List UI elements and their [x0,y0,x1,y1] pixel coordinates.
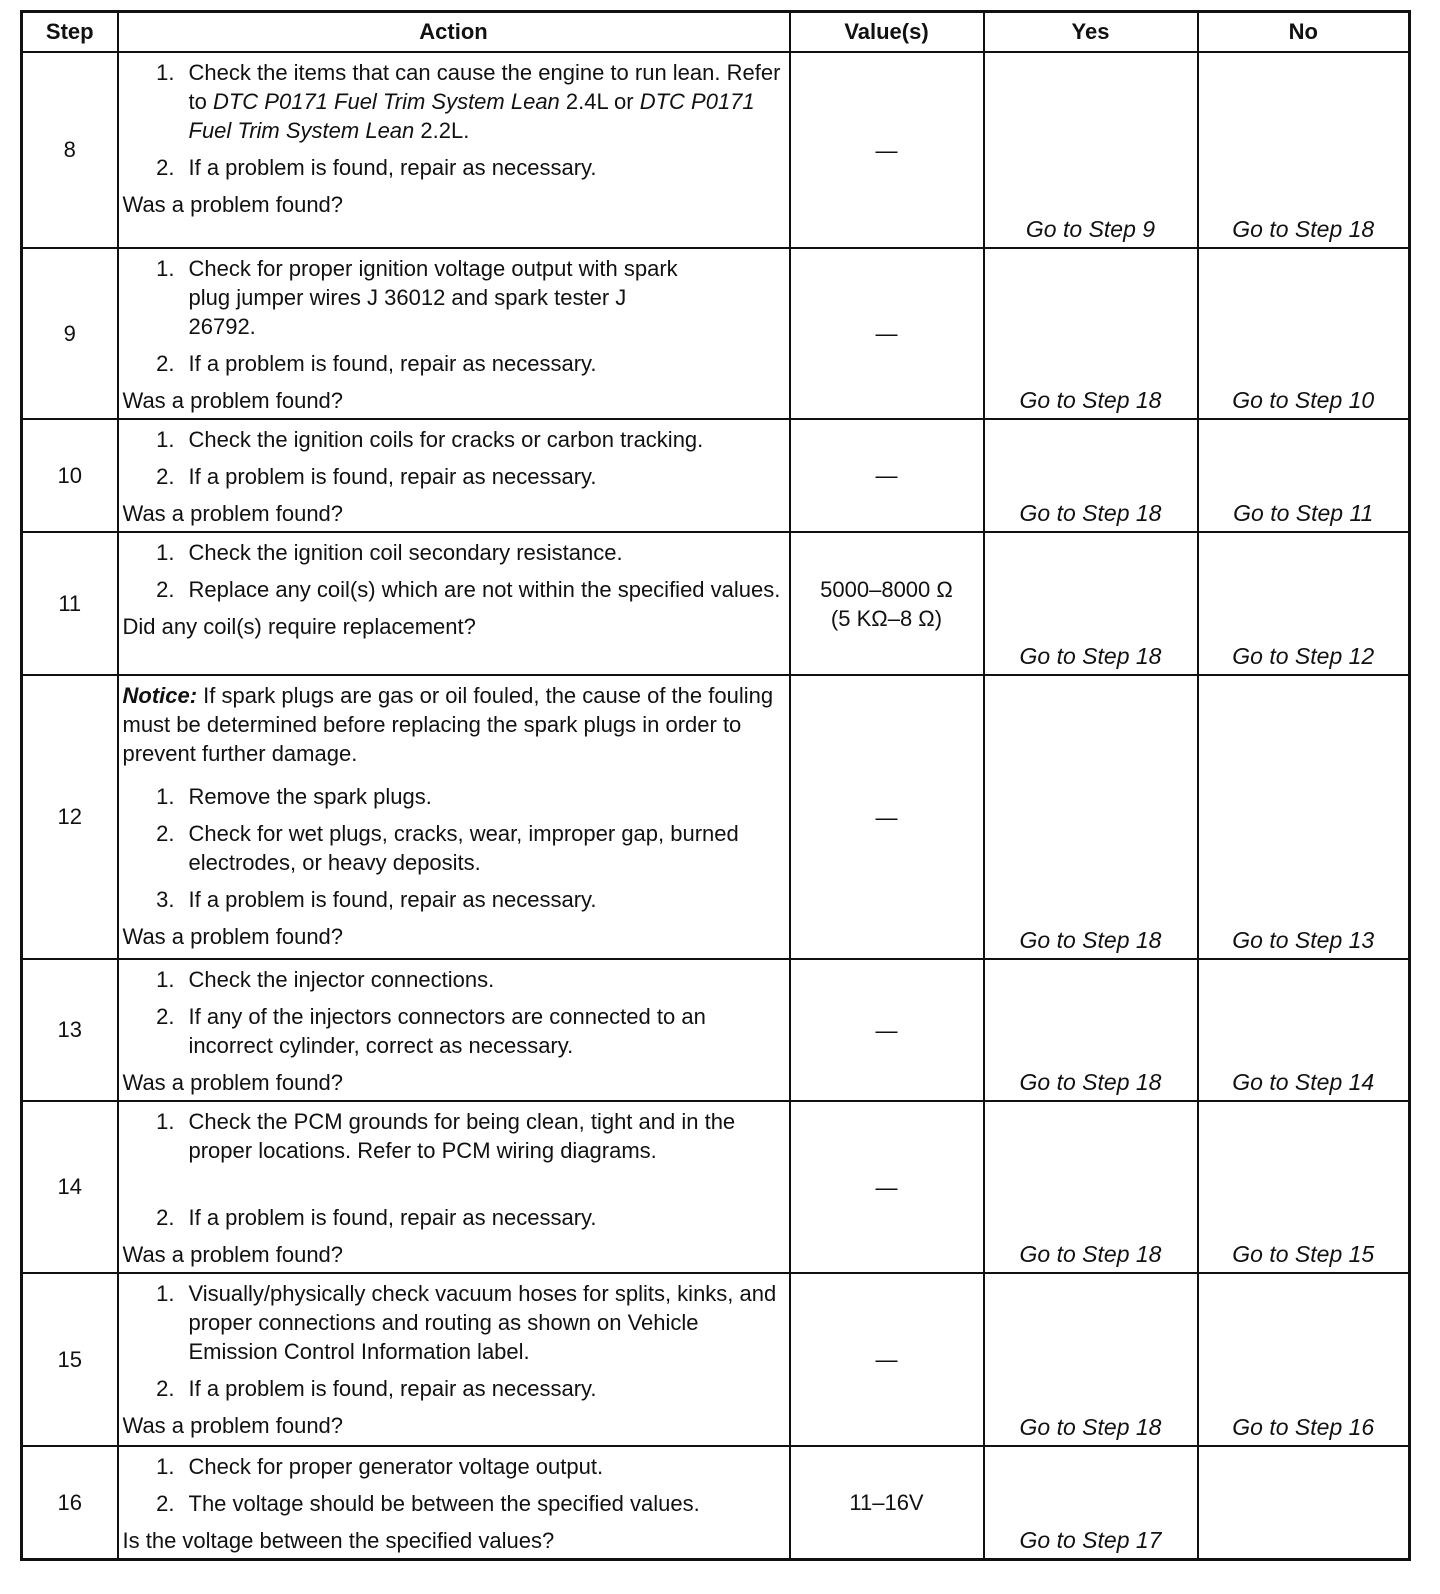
action-item [123,575,783,604]
item-number: 2. [156,1004,175,1029]
header-action: Action [118,12,790,53]
step-number: 15 [22,1273,118,1446]
header-yes: Yes [984,12,1198,53]
item-number: 1. [156,784,175,809]
action-item [123,1452,783,1481]
action-item [123,782,783,811]
action-cell [118,959,790,1101]
action-item [123,462,783,491]
item-text: If a problem is found, repair as necessary. [188,1376,597,1401]
action-item [123,1279,783,1366]
step-number: 14 [22,1101,118,1273]
action-cell [118,675,790,959]
action-question: Was a problem found? [122,192,344,217]
table-row-step-13 [22,959,1410,1101]
yes-goto: Go to Step 18 [984,1273,1198,1446]
value-cell: — [790,1273,984,1446]
value-cell: — [790,675,984,959]
item-text: Check the injector connections. [188,967,495,992]
item-number: 2. [156,1376,175,1401]
item-text: Check for wet plugs, cracks, wear, improper gap, burned electrodes, or heavy deposits. [188,821,739,875]
yes-goto: Go to Step 18 [984,248,1198,419]
step-number: 16 [22,1446,118,1560]
item-text: If a problem is found, repair as necessary. [188,1205,597,1230]
item-text-part: Check the items that can cause the engine to run lean. Refer to [188,60,781,114]
yes-goto: Go to Step 18 [984,1101,1198,1273]
item-number: 1. [156,1454,175,1479]
item-text-part: 2.2L. [414,118,470,143]
yes-goto: Go to Step 9 [984,52,1198,248]
action-item [123,885,783,914]
action-item [123,1489,783,1518]
action-item [123,819,783,877]
action-cell [118,1273,790,1446]
no-goto: Go to Step 14 [1198,959,1410,1101]
no-goto [1198,1446,1410,1560]
action-item [123,1374,783,1403]
item-number: 3. [156,887,175,912]
dtc-reference: DTC P0171 Fuel Trim System Lean [212,89,560,114]
action-question: Was a problem found? [122,1070,344,1095]
yes-goto: Go to Step 18 [984,419,1198,532]
value-cell: — [790,248,984,419]
no-goto: Go to Step 12 [1198,532,1410,675]
diagnostic-table-sheet [20,10,1408,1561]
item-text [189,58,783,145]
action-question: Was a problem found? [122,388,344,413]
action-item [123,538,783,567]
action-cell [118,532,790,675]
no-goto: Go to Step 10 [1198,248,1410,419]
notice-label: Notice: [122,683,198,708]
item-number: 2. [156,1205,175,1230]
item-number: 2. [156,577,175,602]
dtc-reference: DTC P0171 Fuel Trim System Lean [188,89,755,143]
item-text: Check for proper generator voltage output. [188,1454,604,1479]
item-number: 1. [156,1281,175,1306]
table-row-step-10 [22,419,1410,532]
table-row-step-14 [22,1101,1410,1273]
table-row-step-9 [22,248,1410,419]
item-text: Visually/physically check vacuum hoses for splits, kinks, and proper connections and routing as shown on Vehicle Emission Control Information label. [188,1281,777,1364]
action-cell [118,1101,790,1273]
no-goto: Go to Step 16 [1198,1273,1410,1446]
action-item [123,349,783,378]
action-cell [118,419,790,532]
yes-goto: Go to Step 18 [984,532,1198,675]
no-goto: Go to Step 18 [1198,52,1410,248]
item-number: 1. [156,540,175,565]
item-text: If a problem is found, repair as necessary. [188,887,597,912]
action-item [123,1107,783,1165]
action-item [123,58,783,145]
item-number: 2. [156,1491,175,1516]
item-text-part: 2.4L or [559,89,640,114]
value-range: 5000–8000 Ω [820,576,953,602]
step-number: 10 [22,419,118,532]
header-values: Value(s) [790,12,984,53]
value-cell: 11–16V [790,1446,984,1560]
action-question: Is the voltage between the specified values? [122,1528,555,1553]
diagnostic-steps-table [20,10,1411,1561]
item-number: 2. [156,351,175,376]
action-item [123,425,783,454]
step-number: 9 [22,248,118,419]
item-text: The voltage should be between the specified values. [188,1491,700,1516]
item-text: Check for proper ignition voltage output with spark plug jumper wires J 36012 and spark tester J 26792. [188,256,678,339]
action-question: Did any coil(s) require replacement? [122,614,476,639]
value-range-alt: (5 KΩ–8 Ω) [830,605,943,631]
yes-goto: Go to Step 18 [984,675,1198,959]
notice [123,681,783,768]
action-cell [118,1446,790,1560]
value-cell: — [790,959,984,1101]
action-item [123,153,783,182]
action-item [123,254,783,341]
item-text: Remove the spark plugs. [188,784,432,809]
item-number: 1. [156,60,175,85]
action-question: Was a problem found? [122,1242,344,1267]
yes-goto: Go to Step 18 [984,959,1198,1101]
item-text: If a problem is found, repair as necessary. [188,464,597,489]
action-cell [118,248,790,419]
item-number: 2. [156,821,175,846]
step-number: 12 [22,675,118,959]
no-goto: Go to Step 15 [1198,1101,1410,1273]
yes-goto: Go to Step 17 [984,1446,1198,1560]
item-text: Check the PCM grounds for being clean, tight and in the proper locations. Refer to PCM wiring diagrams. [188,1109,736,1163]
item-text: If a problem is found, repair as necessary. [188,351,597,376]
action-item [123,965,783,994]
header-no: No [1198,12,1410,53]
value-cell [790,532,984,675]
table-row-step-12 [22,675,1410,959]
header-row [22,12,1410,53]
table-row-step-8 [22,52,1410,248]
value-cell: — [790,419,984,532]
step-number: 13 [22,959,118,1101]
item-text: If a problem is found, repair as necessary. [188,155,597,180]
item-number: 2. [156,155,175,180]
action-question: Was a problem found? [122,501,344,526]
step-number: 8 [22,52,118,248]
item-text: Check the ignition coil secondary resistance. [188,540,623,565]
action-question: Was a problem found? [122,924,344,949]
action-cell [118,52,790,248]
item-text: Check the ignition coils for cracks or carbon tracking. [188,427,704,452]
step-number: 11 [22,532,118,675]
no-goto: Go to Step 11 [1198,419,1410,532]
table-row-step-16 [22,1446,1410,1560]
item-number: 1. [156,1109,175,1134]
action-item [123,1203,783,1232]
item-number: 1. [156,967,175,992]
item-number: 1. [156,427,175,452]
item-number: 2. [156,464,175,489]
value-cell: — [790,1101,984,1273]
notice-text: If spark plugs are gas or oil fouled, the cause of the fouling must be determined before replacing the spark plugs in order to prevent further damage. [122,683,774,766]
item-number: 1. [156,256,175,281]
table-row-step-11 [22,532,1410,675]
action-item [123,1002,783,1060]
table-row-step-15 [22,1273,1410,1446]
item-text: Replace any coil(s) which are not within the specified values. [188,577,781,602]
value-cell: — [790,52,984,248]
header-step: Step [22,12,118,53]
action-question: Was a problem found? [122,1413,344,1438]
no-goto: Go to Step 13 [1198,675,1410,959]
item-text: If any of the injectors connectors are connected to an incorrect cylinder, correct as necessary. [188,1004,706,1058]
